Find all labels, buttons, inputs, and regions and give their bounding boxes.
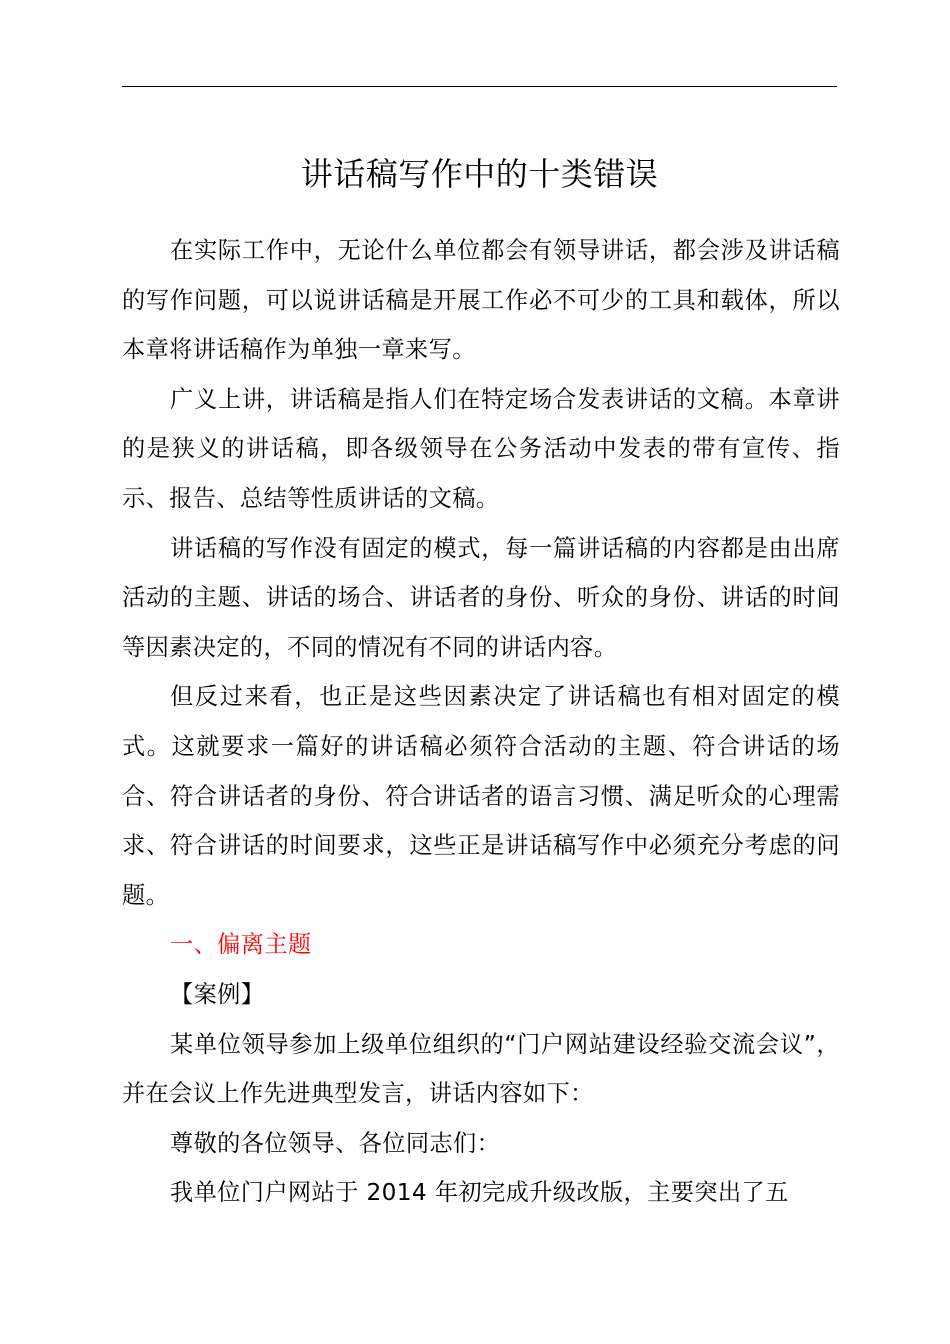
speech-opening: 我单位门户网站于 2014 年初完成升级改版，主要突出了五 xyxy=(170,1179,789,1207)
paragraph-no-fixed-pattern: 讲话稿的写作没有固定的模式，每一篇讲话稿的内容都是由出席活动的主题、讲话的场合、讲话者的身份、听众的身份、讲话的时间等因素决定的，不同的情况有不同的讲话内容。 xyxy=(122,534,840,661)
section-heading: 一、偏离主题 xyxy=(170,931,312,959)
document-title: 讲话稿写作中的十类错误 xyxy=(300,155,659,193)
document-body xyxy=(122,226,840,1218)
paragraph-intro: 在实际工作中，无论什么单位都会有领导讲话，都会涉及讲话稿的写作问题，可以说讲话稿是开展工作必不可少的工具和载体，所以本章将讲话稿作为单独一章来写。 xyxy=(122,237,840,364)
case-label: 【案例】 xyxy=(170,980,265,1008)
paragraph-requirements: 但反过来看，也正是这些因素决定了讲话稿也有相对固定的模式。这就要求一篇好的讲话稿必须符合活动的主题、符合讲话的场合、符合讲话者的身份、符合讲话者的语言习惯、满足听众的心理需求、符合讲话的时间要求，这些正是讲话稿写作中必须充分考虑的问题。 xyxy=(122,683,840,909)
speech-salutation: 尊敬的各位领导、各位同志们： xyxy=(170,1129,501,1157)
header-rule xyxy=(122,86,837,87)
case-intro: 某单位领导参加上级单位组织的“门户网站建设经验交流会议”，并在会议上作先进典型发言，讲话内容如下： xyxy=(122,1030,840,1108)
paragraph-definition: 广义上讲，讲话稿是指人们在特定场合发表讲话的文稿。本章讲的是狭义的讲话稿，即各级领导在公务活动中发表的带有宣传、指示、报告、总结等性质讲话的文稿。 xyxy=(122,385,840,512)
